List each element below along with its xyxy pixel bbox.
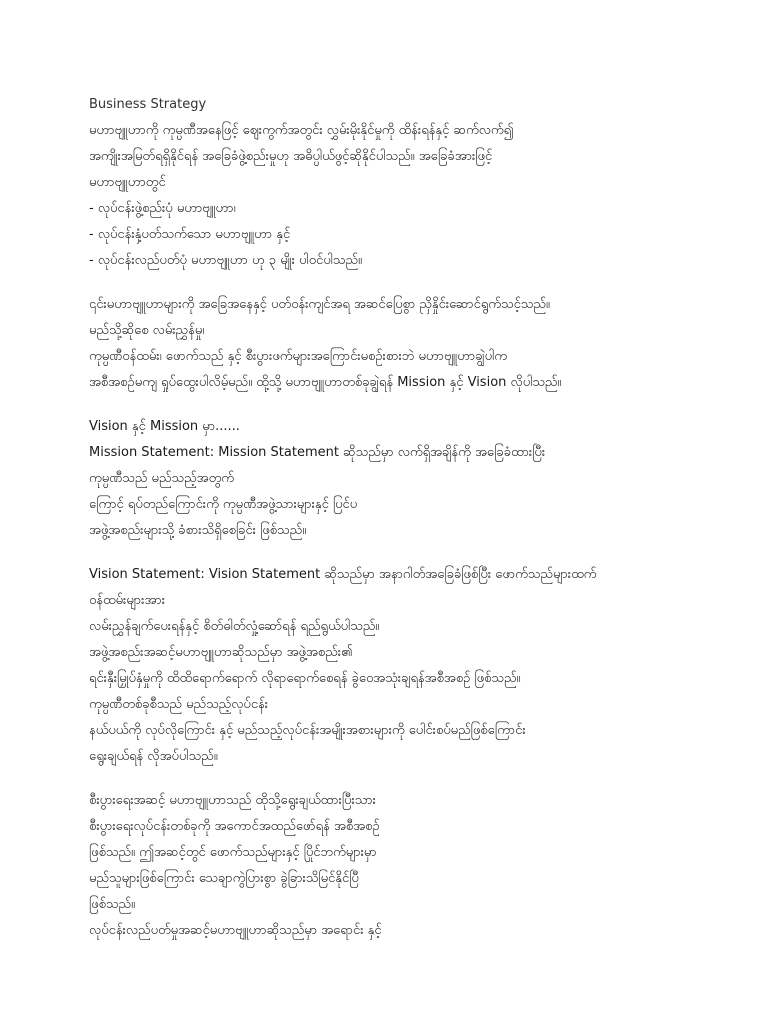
paragraph-line: ကုမ္ပဏီသည် မည်သည့်အတွက်: [89, 471, 234, 486]
paragraph-line: လမ်းညွှန်ချက်ပေးရန်နှင့် စိတ်ဓါတ်လှုံ့ဆော်ရန် ရည်ရွယ်ပါသည်။: [89, 619, 380, 634]
paragraph-line: ကြောင့် ရပ်တည်ကြောင်းကို ကုမ္ပဏီအဖွဲ့သားများနှင့် ပြင်ပ: [89, 497, 358, 512]
section-vision-statement: [89, 562, 729, 770]
paragraph-line: ဝန်ထမ်းများအား: [89, 593, 166, 608]
paragraph-line: ကုမ္ပဏီတစ်ခုစီသည် မည်သည့်လုပ်ငန်း: [89, 697, 269, 712]
paragraph-line: မည်သို့ဆိုစေ လမ်းညွှန်မှု၊: [89, 323, 205, 338]
paragraph-line: နယ်ပယ်ကို လုပ်လိုကြောင်း နှင့် မည်သည့်လုပ်ငန်းအမျိုးအစားများကို ပေါင်းစပ်မည်ဖြစ်ကြောင်း: [89, 723, 526, 738]
paragraph-spacer: [89, 396, 729, 414]
paragraph-line: မဟာဗျူဟာကို ကုမ္ပဏီအနေဖြင့် ဈေးကွက်အတွင်း လွှမ်းမိုးနိုင်မှုကို ထိန်းရန်နှင့် ဆက်လက်၍: [89, 123, 514, 138]
paragraph-line: အဖွဲ့အစည်းအဆင့်မဟာဗျူဟာဆိုသည်မှာ အဖွဲ့အစည်း၏: [89, 645, 353, 660]
paragraph-spacer: [89, 274, 729, 292]
paragraph-line: ရင်းနှီးမြှုပ်နှံမှုကို ထိထိရောက်ရောက် လိုရာရောက်စေရန် ခွဲဝေအသုံးချရန်အစီအစဉ် ဖြစ်သည်။: [89, 671, 521, 686]
paragraph-line: မဟာဗျူဟာတွင်: [89, 175, 166, 190]
paragraph-spacer: [89, 770, 729, 788]
paragraph-line: လုပ်ငန်းလည်ပတ်မှုအဆင့်မဟာဗျူဟာဆိုသည်မှာ အရောင်း နှင့်: [89, 923, 382, 938]
paragraph-line: Mission Statement: Mission Statement ဆိုသည်မှာ လက်ရှိအချိန်ကို အခြေခံထားပြီး: [89, 445, 546, 460]
paragraph-line: မည်သူများဖြစ်ကြောင်း သေချာကွဲပြားစွာ ခွဲခြားသိမြင်နိုင်ပြီ: [89, 871, 359, 886]
paragraph-line: Vision Statement: Vision Statement ဆိုသည်မှာ အနာဂါတ်အခြေခံဖြစ်ပြီး ဖောက်သည်များထက်: [89, 567, 597, 582]
paragraph-line: အကျိုးအမြတ်ရရှိနိုင်ရန် အခြေခံဖွဲ့စည်းမှုဟု အဓိပ္ပါယ်ဖွင့်ဆိုနိုင်ပါသည်။ အခြေခံအားဖြင့်: [89, 149, 493, 164]
list-item: - လုပ်ငန်းလည်ပတ်ပုံ မဟာဗျူဟာ ဟု ၃ မျိုး ပါဝင်ပါသည်။: [89, 253, 362, 268]
paragraph-line: ကုမ္ပဏီဝန်ထမ်း၊ ဖောက်သည် နှင့် စီးပွားဖက်များအကြောင်းမစဉ်းစားဘဲ မဟာဗျူဟာချွဲပါက: [89, 349, 507, 364]
paragraph-line: ၎င်းမဟာဗျူဟာများကို အခြေအနေနှင့် ပတ်ဝန်းကျင်အရ အဆင်ပြေစွာ ညှိနှိုင်းဆောင်ရွက်သင့်သည်။: [89, 297, 550, 312]
paragraph-line: ရွေးချယ်ရန် လိုအပ်ပါသည်။: [89, 749, 218, 764]
list-item: - လုပ်ငန်းနှံ့ပတ်သက်သော မဟာဗျူဟာ နှင့်: [89, 227, 291, 242]
paragraph-spacer: [89, 544, 729, 562]
paragraph-line: Vision နှင့် Mission မှာ......: [89, 419, 240, 434]
paragraph-line: အဖွဲ့အစည်းများသို့ ခံစားသိရှိစေခြင်း ဖြစ်သည်။: [89, 523, 307, 538]
section-business-level-strategy: [89, 788, 729, 944]
document-page: [89, 92, 729, 944]
section-mission-statement: [89, 414, 729, 544]
paragraph-line: ဖြစ်သည်။ ဤအဆင့်တွင် ဖောက်သည်များနှင့် ပြိုင်ဘက်များမှာ: [89, 845, 377, 860]
section-mission-vision-need: [89, 292, 729, 396]
paragraph-line: စီးပွားရေးလုပ်ငန်းတစ်ခုကို အကောင်အထည်ဖော်ရန် အစီအစဉ်: [89, 819, 380, 834]
document-title: Business Strategy: [89, 97, 207, 112]
paragraph-line: ဖြစ်သည်။: [89, 897, 135, 912]
paragraph-line: အစီအစဉ်မကျ ရှုပ်ထွေးပါလိမ့်မည်။ ထို့သို့ မဟာဗျူဟာတစ်ခုချွဲရန် Mission နှင့် Vision လိုပါသည်။: [89, 375, 562, 390]
paragraph-line: စီးပွားရေးအဆင့် မဟာဗျူဟာသည် ထိုသို့ရွေးချယ်ထားပြီးသား: [89, 793, 376, 808]
section-strategy-intro: [89, 118, 729, 274]
list-item: - လုပ်ငန်းဖွဲ့စည်းပုံ မဟာဗျူဟာ၊: [89, 201, 236, 216]
